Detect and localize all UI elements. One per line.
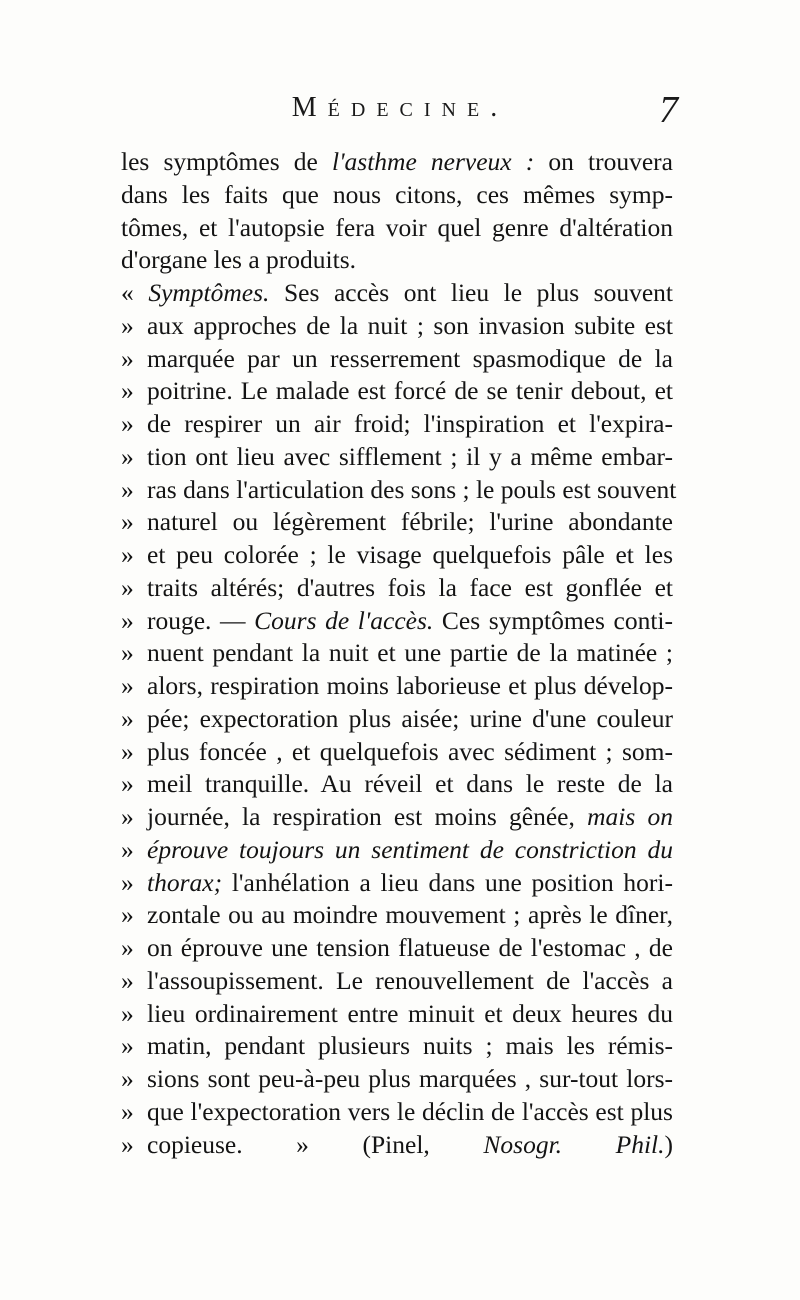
text-line: [121, 244, 673, 277]
text-run: pée; expectoration plus aisée; urine d'une couleur: [147, 703, 673, 733]
text-run: nuent pendant la nuit et une partie de la matinée ;: [147, 638, 673, 668]
text-run: Ses accès ont lieu le plus souvent: [269, 278, 673, 307]
text-line: [121, 834, 673, 867]
quote-mark: »: [121, 540, 134, 569]
quote-mark: »: [121, 1064, 134, 1093]
text-line: [121, 572, 673, 605]
italic-text: thorax;: [147, 867, 223, 897]
text-run: matin, pendant plusieurs nuits ; mais les rémis-: [147, 1031, 673, 1061]
page-header: [120, 88, 680, 138]
text-line: [121, 801, 673, 834]
text-line: [121, 637, 673, 670]
quote-mark: »: [121, 867, 134, 897]
text-line: [121, 474, 677, 507]
text-line: [121, 1030, 673, 1063]
quote-mark: »: [121, 441, 134, 471]
text-line: [121, 670, 673, 703]
text-line: [121, 408, 673, 441]
text-run: copieuse. » (Pinel,: [147, 1129, 484, 1159]
italic-text: mais on: [587, 802, 673, 831]
text-line: [121, 605, 673, 638]
text-run: zontale ou au moindre mouvement ; après le dîner,: [147, 900, 673, 930]
italic-text: l'asthme nerveux :: [332, 147, 535, 176]
text-run: l'anhélation a lieu dans une position hori-: [222, 867, 673, 897]
text-line: [121, 539, 673, 572]
quote-mark: »: [121, 474, 134, 504]
quote-mark: »: [121, 703, 134, 733]
quote-mark: »: [121, 834, 134, 864]
quote-mark: »: [121, 736, 134, 766]
quote-mark: »: [121, 343, 134, 373]
quote-mark: »: [121, 605, 134, 635]
text-run: rouge. —: [147, 605, 255, 635]
text-run: aux approches de la nuit ; son invasion subite est: [147, 310, 673, 340]
quote-mark: »: [121, 1129, 134, 1159]
quote-mark: »: [121, 310, 134, 340]
text-run: traits altérés; d'autres fois la face est gonflée et: [147, 572, 673, 602]
text-line: [121, 441, 673, 474]
text-line: [121, 998, 673, 1031]
text-run: l'assoupissement. Le renouvellement de l'accès a: [147, 965, 673, 995]
text-line: [121, 1129, 673, 1162]
text-line: [121, 146, 673, 179]
text-line: [121, 703, 673, 736]
text-run: alors, respiration moins laborieuse et plus dévelop-: [147, 671, 673, 700]
text-line: [121, 277, 673, 310]
text-line: [121, 867, 673, 900]
text-line: [121, 736, 673, 769]
text-run: journée, la respiration est moins gênée,: [147, 802, 588, 831]
text-run: ): [664, 1129, 674, 1159]
text-line: [121, 506, 673, 539]
quote-mark: »: [121, 965, 134, 995]
quote-mark: »: [121, 376, 134, 406]
italic-text: Nosogr. Phil.: [483, 1129, 665, 1159]
text-run: meil tranquille. Au réveil et dans le reste de la: [147, 769, 673, 799]
quote-mark: »: [121, 638, 134, 668]
text-line: [121, 375, 673, 408]
quote-mark: »: [121, 1031, 134, 1061]
text-run: de respirer un air froid; l'inspiration et l'expira-: [147, 409, 673, 438]
italic-text: éprouve toujours un sentiment de constriction du: [147, 834, 673, 864]
quote-mark: »: [121, 1096, 134, 1126]
quote-mark: »: [121, 802, 134, 831]
text-run: tion ont lieu avec sifflement ; il y a même embar-: [147, 441, 673, 471]
text-line: [121, 1063, 673, 1096]
quote-mark: »: [121, 572, 134, 602]
italic-text: Cours de l'accès.: [254, 605, 434, 635]
text-run: naturel ou légèrement fébrile; l'urine abondante: [147, 507, 673, 537]
text-run: marquée par un resserrement spasmodique de la: [147, 343, 673, 373]
text-line: [121, 343, 673, 376]
text-line: [121, 932, 673, 965]
text-run: plus foncée , et quelquefois avec sédiment ; som-: [147, 736, 673, 766]
text-run: on éprouve une tension flatueuse de l'estomac , de: [147, 933, 673, 962]
quote-mark: »: [121, 671, 134, 700]
text-run: d'organe les a produits.: [121, 245, 356, 275]
text-line: [121, 965, 673, 998]
text-line: [121, 899, 673, 932]
text-line: [121, 310, 673, 343]
running-head: Médecine.: [291, 92, 509, 123]
body-text: [121, 146, 677, 1161]
quote-mark: »: [121, 507, 134, 537]
text-line: [121, 179, 673, 212]
text-run: lieu ordinairement entre minuit et deux heures du: [147, 998, 673, 1028]
text-run: dans les faits que nous citons, ces mêmes symp-: [121, 179, 673, 209]
quote-mark: »: [121, 998, 134, 1028]
text-run: les symptômes de: [121, 147, 332, 176]
text-run: sions sont peu-à-peu plus marquées , sur-tout lors-: [147, 1064, 673, 1093]
text-run: on trouvera: [534, 147, 673, 176]
text-run: poitrine. Le malade est forcé de se tenir debout, et: [147, 376, 673, 406]
page-number: 7: [659, 89, 678, 131]
text-line: [121, 212, 673, 245]
text-line: [121, 768, 673, 801]
text-run: que l'expectoration vers le déclin de l'accès est plus: [147, 1096, 673, 1126]
text-run: «: [121, 278, 149, 307]
italic-text: Symptômes.: [148, 278, 270, 307]
text-run: tômes, et l'autopsie fera voir quel genre d'altération: [121, 212, 673, 242]
quote-mark: »: [121, 409, 134, 438]
text-line: [121, 1096, 673, 1129]
text-run: Ces symptômes conti-: [433, 605, 674, 635]
quote-mark: »: [121, 769, 134, 799]
text-run: et peu colorée ; le visage quelquefois pâle et les: [147, 540, 673, 569]
quote-mark: »: [121, 900, 134, 930]
text-run: ras dans l'articulation des sons ; le pouls est souvent: [147, 474, 677, 504]
quote-mark: »: [121, 933, 134, 962]
